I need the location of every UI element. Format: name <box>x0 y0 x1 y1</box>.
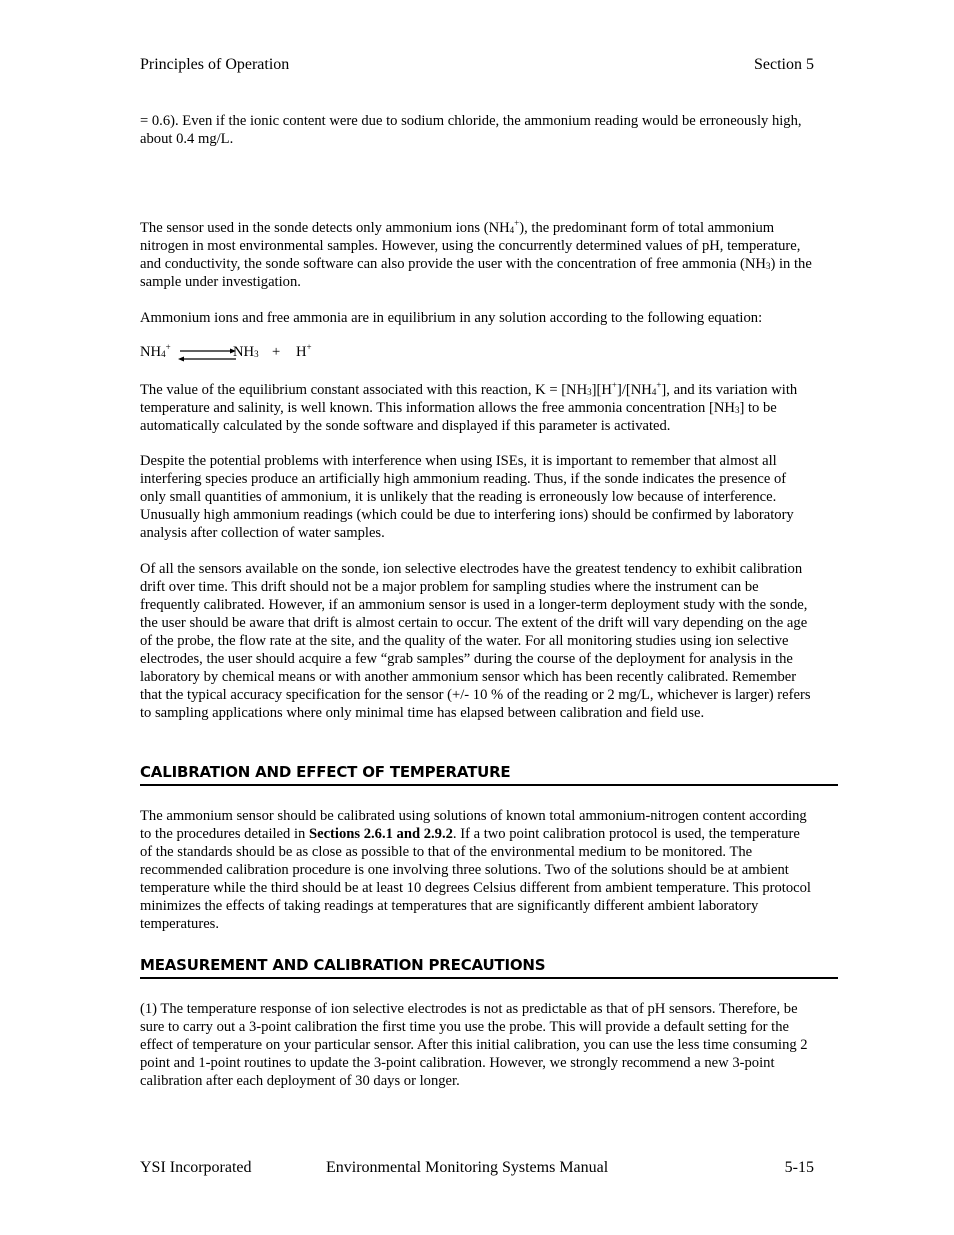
paragraph-interference-note: Despite the potential problems with interference when using ISEs, it is important to remember that almost all interfering species produce an artificially high ammonium reading. Thus, if the sonde indicates the presence of only small quantities of ammonium, it is unlikely that the reading is erroneously low because of interference. Unusually high ammonium readings (which could be due to interfering ions) should be confirmed by laboratory analysis after collection of water samples. <box>140 453 794 541</box>
equilibrium-arrows-icon <box>178 348 238 362</box>
subscript: 3 <box>254 349 259 359</box>
footer-page-number: 5-15 <box>784 1159 814 1176</box>
equation-plus: + <box>272 344 281 360</box>
footer-left: YSI Incorporated <box>140 1159 252 1176</box>
paragraph-equilibrium-intro: Ammonium ions and free ammonia are in equilibrium in any solution according to the following equation: <box>140 310 763 326</box>
subscript: 3 <box>587 387 592 397</box>
section-reference: Sections 2.6.1 and 2.9.2 <box>308 826 453 842</box>
equation-text: NH <box>233 344 255 360</box>
text-run: ], and its variation with temperature and salinity, is well known. This information allows the free ammonia concentration [NH <box>140 382 798 416</box>
equation-text: H <box>296 344 307 360</box>
section-heading-calibration-temperature: CALIBRATION AND EFFECT OF TEMPERATURE <box>140 763 838 786</box>
paragraph-calibration-drift: Of all the sensors available on the sonde, ion selective electrodes have the greatest tendency to exhibit calibration drift over time. This drift should not be a major problem for sampling studies where the instrument can be frequently calibrated. However, if an ammonium sensor is used in a longer-term deployment study with the sonde, the user should be aware that drift is almost certain to occur. The extent of the drift will vary depending on the age of the probe, the flow rate at the site, and the quality of the water. For all monitoring studies using ion selective electrodes, the user should acquire a few “grab samples” during the course of the deployment for analysis in the laboratory by chemical means or with another ammonium sensor which has been recently calibrated. Remember that the typical accuracy specification for the sensor (+/- 10 % of the reading or 2 mg/L, whichever is larger) refers to sampling applications where only minimal time has elapsed between calibration and field use. <box>140 561 811 721</box>
text-run: ), the predominant form of total ammonium nitrogen in most environmental samples. However, using the concurrently determined values of pH, temperature, and conductivity, the sonde software can also provide the user with the concentration of free ammonia (NH <box>140 220 801 272</box>
superscript: + <box>611 380 617 390</box>
subscript: 3 <box>734 405 740 415</box>
superscript: + <box>656 380 662 390</box>
text-run: The ammonium sensor should be calibrated using solutions of known total ammonium-nitrogen content according to the procedures detailed in <box>140 808 807 842</box>
equilibrium-equation <box>140 344 440 364</box>
text-run: . If a two point calibration protocol is used, the temperature of the standards should be as close as possible to that of the environmental medium to be monitored. The recommended calibration procedure is one involving three solutions. Two of the solutions should be at ambient temperature while the third should be at least 10 degrees Celsius different from ambient temperature. This protocol minimizes the effects of taking readings at temperatures that are significantly different ambient laboratory temperatures. <box>140 826 811 932</box>
subscript: 4 <box>509 225 515 235</box>
paragraph-calibration-procedure <box>140 807 815 933</box>
header-right: Section 5 <box>754 56 814 73</box>
superscript: + <box>165 342 171 352</box>
subscript: 4 <box>651 387 657 397</box>
subscript: 3 <box>765 261 771 271</box>
text-run: ]/[NH <box>616 382 652 398</box>
text-run: ) in the sample under investigation. <box>140 256 812 290</box>
equation-text: NH <box>140 344 162 360</box>
text-run: ][H <box>591 382 612 398</box>
subscript: 4 <box>161 349 166 359</box>
text-run: The value of the equilibrium constant associated with this reaction, K = [NH <box>140 382 588 398</box>
footer-center: Environmental Monitoring Systems Manual <box>326 1159 609 1176</box>
superscript: + <box>306 342 312 352</box>
paragraph-precaution-1: (1) The temperature response of ion selective electrodes is not as predictable as that of pH sensors. Therefore, be sure to carry out a 3-point calibration the first time you use the probe. This will provide a default setting for the effect of temperature on your particular sensor. After this initial calibration, you can use the less time consuming 2 point and 1-point routines to update the 3-point calibration. However, we strongly recommend a new 3-point calibration after each deployment of 30 days or longer. <box>140 1001 808 1089</box>
text-run: ] to be automatically calculated by the sonde software and displayed if this parameter is activated. <box>140 400 777 434</box>
equation-product-ammonia <box>233 344 259 361</box>
paragraph-sensor-detection <box>140 219 815 291</box>
equation-reactant <box>140 344 171 361</box>
equation-product-hydrogen <box>296 344 312 361</box>
header-left: Principles of Operation <box>140 56 290 73</box>
section-heading-measurement-precautions: MEASUREMENT AND CALIBRATION PRECAUTIONS <box>140 956 838 979</box>
paragraph-equilibrium-constant <box>140 381 815 435</box>
text-run: The sensor used in the sonde detects only ammonium ions (NH <box>140 220 510 236</box>
paragraph-interference-continued: = 0.6). Even if the ionic content were due to sodium chloride, the ammonium reading would be erroneously high, about 0.4 mg/L. <box>140 113 802 147</box>
superscript: + <box>514 218 520 228</box>
